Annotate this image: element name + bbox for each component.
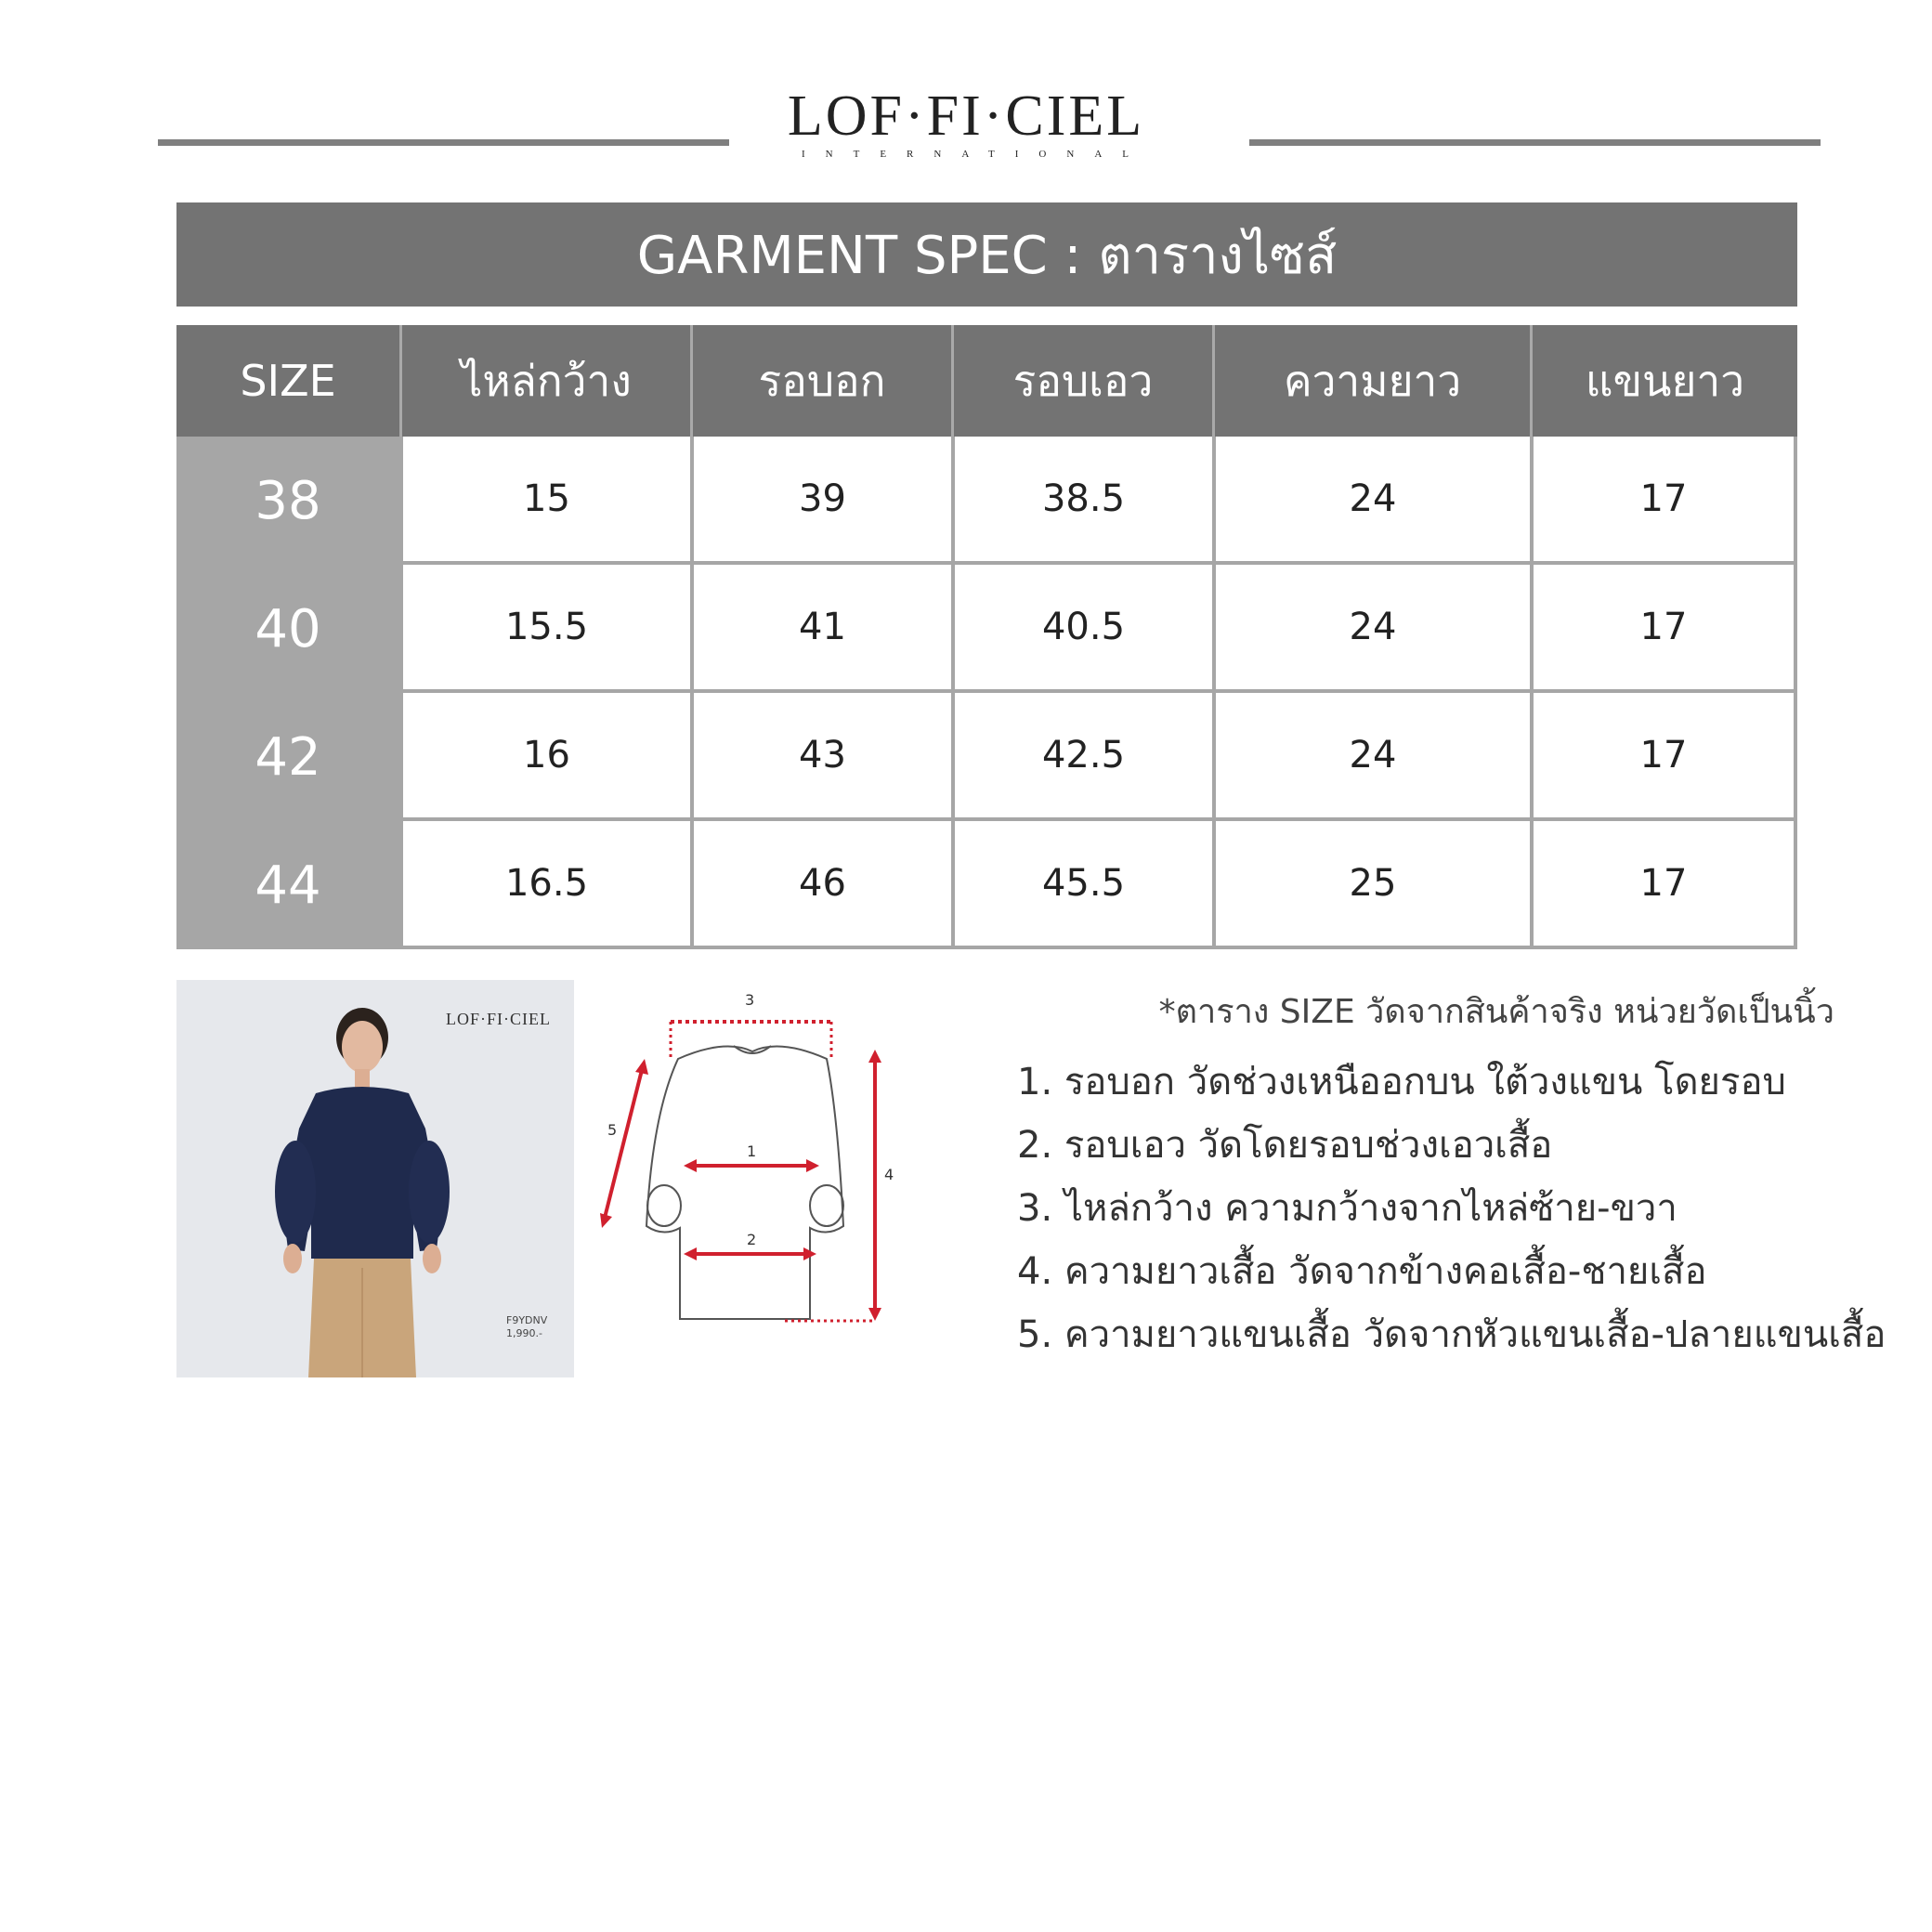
brand-logo-sub: INTERNATIONAL [802,149,1149,160]
product-photo [176,980,574,1377]
note-item: 4. ความยาวเสื้อ วัดจากข้างคอเสื้อ-ชายเสื้อ [1017,1250,1707,1293]
product-price: 1,990.- [506,1327,542,1339]
table-cell: 39 [690,437,951,565]
table-cell: 16 [399,693,690,821]
photo-logo: LOF·FI·CIEL [446,1010,551,1028]
table-cell: 17 [1530,437,1797,565]
table-row [176,821,1797,949]
measurement-notes [1017,985,1886,1366]
note-item: 3. ไหล่กว้าง ความกว้างจากไหล่ซ้าย-ขวา [1017,1187,1677,1230]
table-header-row [176,325,1797,437]
size-cell: 42 [176,693,399,821]
table-cell: 45.5 [951,821,1212,949]
column-header-length: ความยาว [1212,325,1530,437]
size-cell: 38 [176,437,399,565]
table-cell: 17 [1530,821,1797,949]
column-header-chest: รอบอก [690,325,951,437]
measurement-diagram [594,985,910,1338]
table-cell: 38.5 [951,437,1212,565]
measure-label-2: 2 [747,1231,757,1248]
table-cell: 42.5 [951,693,1212,821]
table-cell: 15.5 [399,565,690,693]
note-item: 5. ความยาวแขนเสื้อ วัดจากหัวแขนเสื้อ-ปลายแขนเสื้อ [1017,1313,1886,1356]
table-cell: 17 [1530,565,1797,693]
table-row [176,693,1797,821]
size-cell: 44 [176,821,399,949]
measure-label-3: 3 [745,991,755,1009]
note-item: 1. รอบอก วัดช่วงเหนืออกบน ใต้วงแขน โดยรอบ [1017,1061,1786,1103]
size-table [176,325,1797,949]
brand-logo [743,85,1189,160]
table-row [176,565,1797,693]
brand-logo-main: LOF·FI·CIEL [787,85,1145,148]
note-item: 2. รอบเอว วัดโดยรอบช่วงเอวเสื้อ [1017,1124,1553,1167]
page-title: GARMENT SPEC : ตารางไซส์ [176,202,1797,307]
product-code [506,1314,547,1340]
table-cell: 24 [1212,437,1530,565]
column-header-size: SIZE [240,356,336,406]
column-header-shoulder: ไหล่กว้าง [399,325,690,437]
measure-label-1: 1 [747,1142,757,1160]
table-cell: 43 [690,693,951,821]
table-cell: 40.5 [951,565,1212,693]
table-cell: 41 [690,565,951,693]
measure-label-4: 4 [884,1166,894,1183]
product-sku: F9YDNV [506,1314,548,1326]
table-cell: 16.5 [399,821,690,949]
table-cell: 25 [1212,821,1530,949]
size-cell: 40 [176,565,399,693]
measure-line-5 [604,1066,643,1221]
header-rule-right [1249,139,1821,146]
column-header-waist: รอบเอว [951,325,1212,437]
column-header-sleeve: แขนยาว [1530,325,1797,437]
header-rule-left [158,139,729,146]
table-cell: 24 [1212,693,1530,821]
table-cell: 17 [1530,693,1797,821]
table-cell: 24 [1212,565,1530,693]
table-cell: 46 [690,821,951,949]
table-row [176,437,1797,565]
table-cell: 15 [399,437,690,565]
notes-heading: *ตาราง SIZE วัดจากสินค้าจริง หน่วยวัดเป็นนิ้ว [1158,993,1834,1031]
garment-sketch [594,985,910,1338]
measure-label-5: 5 [607,1121,618,1139]
